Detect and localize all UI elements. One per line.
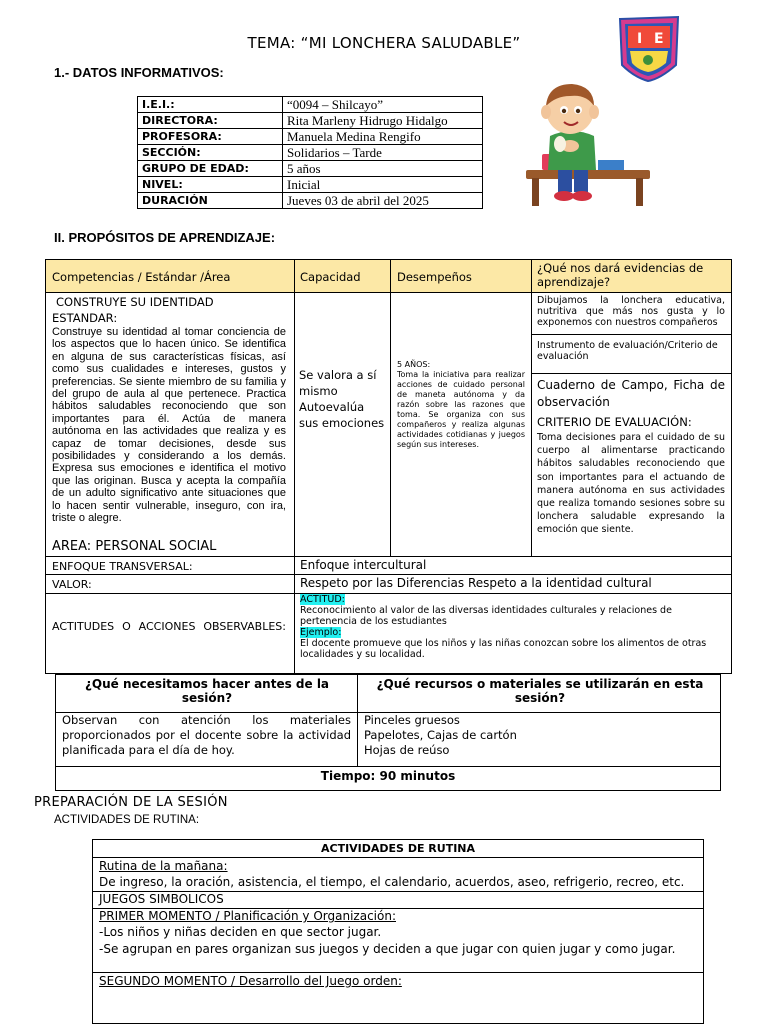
child-lunch-illustration bbox=[522, 78, 654, 210]
datos-value: Rita Marleny Hidrugo Hidalgo bbox=[283, 113, 483, 129]
desempeno-age: 5 AÑOS: bbox=[397, 360, 431, 369]
prep-question-before: ¿Qué necesitamos hacer antes de la sesión? bbox=[84, 677, 330, 705]
section-propositos-heading: II. PROPÓSITOS DE APRENDIZAJE: bbox=[54, 230, 276, 245]
actitud-tag: ACTITUD: bbox=[300, 594, 345, 605]
competency-table bbox=[45, 259, 732, 674]
preparation-table bbox=[55, 674, 721, 791]
valor-text: Respeto por las Diferencias Respeto a la identidad cultural bbox=[300, 576, 652, 590]
area-label: AREA: PERSONAL SOCIAL bbox=[52, 539, 217, 554]
instrumento-text: Cuaderno de Campo, Ficha de observación bbox=[537, 378, 725, 409]
datos-key: NIVEL: bbox=[138, 177, 283, 193]
primer-momento-line: -Los niños y niñas deciden en que sector jugar. bbox=[99, 925, 382, 939]
table-row bbox=[138, 177, 483, 193]
rutina-table bbox=[92, 839, 704, 1024]
datos-value: “0094 – Shilcayo” bbox=[283, 97, 483, 113]
col-header-competencias: Competencias / Estándar /Área bbox=[52, 270, 231, 284]
estandar-text: Construye su identidad al tomar conciencia de los aspectos que lo hacen único. Se identifica en alguna de sus características físicas, así como sus cualidades e intereses, gustos y preferencias. Se siente miembro de su familia y del grupo de aula al que pertenece. Practica hábitos saludables reconociendo que son importantes para él. Actúa de manera autónoma en las actividades que realiza y es capaz de tomar decisiones, desde sus posibilidades y considerando a los demás. Expresa sus emociones e identifica el motivo que las originan. Busca y acepta la compañía de un adulto significativo ante situaciones que lo hacen sentir vulnerable, inseguro, con ira, triste o alegre. bbox=[52, 326, 286, 525]
actitud-text: Reconocimiento al valor de las diversas identidades culturales y relaciones de pertenencia de los estudiantes bbox=[300, 605, 672, 627]
capacidad-text: Se valora a sí mismo Autoevalúa sus emociones bbox=[299, 368, 385, 430]
ejemplo-text: El docente promueve que los niños y las niñas conozcan sobre los alimentos de otras localidades y su localidad. bbox=[300, 638, 707, 660]
datos-key: PROFESORA: bbox=[138, 129, 283, 145]
table-row bbox=[138, 161, 483, 177]
col-header-desempenos: Desempeños bbox=[397, 270, 472, 284]
resource-item: Pinceles gruesos bbox=[364, 713, 460, 727]
table-row bbox=[138, 145, 483, 161]
table-row bbox=[138, 113, 483, 129]
datos-key: I.E.I.: bbox=[138, 97, 283, 113]
resource-item: Hojas de reúso bbox=[364, 743, 450, 757]
datos-value: Jueves 03 de abril del 2025 bbox=[283, 193, 483, 209]
enfoque-label: ENFOQUE TRANSVERSAL: bbox=[52, 560, 193, 573]
rutina-subheading: ACTIVIDADES DE RUTINA: bbox=[54, 814, 200, 826]
datos-table bbox=[137, 96, 483, 209]
table-row bbox=[138, 193, 483, 209]
datos-value: Solidarios – Tarde bbox=[283, 145, 483, 161]
rutina-table-header: ACTIVIDADES DE RUTINA bbox=[320, 842, 476, 855]
estandar-label: ESTANDAR: bbox=[52, 311, 118, 325]
page-title: TEMA: “MI LONCHERA SALUDABLE” bbox=[247, 34, 521, 52]
datos-key: DURACIÓN bbox=[138, 193, 283, 209]
competencia-name: CONSTRUYE SU IDENTIDAD bbox=[56, 295, 214, 309]
valor-label: VALOR: bbox=[52, 578, 92, 591]
juegos-simbolicos-label: JUEGOS SIMBOLICOS bbox=[99, 892, 224, 906]
prep-answer-before: Observan con atención los materiales proporcionados por el docente sobre la actividad planificada para el día de hoy. bbox=[62, 713, 351, 757]
session-prep-heading: PREPARACIÓN DE LA SESIÓN bbox=[34, 795, 228, 810]
datos-key: GRUPO DE EDAD: bbox=[138, 161, 283, 177]
primer-momento-line: -Se agrupan en pares organizan sus juegos y deciden a que jugar con quien jugar y como jugar. bbox=[99, 942, 676, 956]
col-header-evidencias: ¿Qué nos dará evidencias de aprendizaje? bbox=[537, 261, 704, 289]
session-duration: Tiempo: 90 minutos bbox=[320, 769, 456, 783]
enfoque-text: Enfoque intercultural bbox=[300, 558, 427, 572]
datos-value: 5 años bbox=[283, 161, 483, 177]
datos-value: Inicial bbox=[283, 177, 483, 193]
primer-momento-title: PRIMER MOMENTO / Planificación y Organización: bbox=[99, 909, 396, 923]
ejemplo-tag: Ejemplo: bbox=[300, 627, 342, 638]
table-row bbox=[138, 97, 483, 113]
criterio-label: CRITERIO DE EVALUACIÓN: bbox=[537, 415, 692, 429]
table-row bbox=[138, 129, 483, 145]
resource-item: Papelotes, Cajas de cartón bbox=[364, 728, 517, 742]
svg-text:I: I bbox=[637, 31, 643, 47]
section-datos-heading: 1.- DATOS INFORMATIVOS: bbox=[54, 65, 224, 80]
rutina-manana-text: De ingreso, la oración, asistencia, el tiempo, el calendario, acuerdos, aseo, refrigerio, recreo, etc. bbox=[99, 875, 685, 889]
criterio-text: Toma decisiones para el cuidado de su cuerpo al alimentarse practicando hábitos saludables reconociendo que son importantes para el actuando de manera autónoma en sus actividades que realiza tomando sesiones sobre su lonchera saludable expresando la emoción que siente. bbox=[537, 432, 725, 536]
actitudes-label: ACTITUDES O ACCIONES OBSERVABLES: bbox=[52, 620, 286, 633]
datos-key: SECCIÓN: bbox=[138, 145, 283, 161]
school-logo-icon bbox=[616, 15, 682, 83]
rutina-manana-title: Rutina de la mañana: bbox=[99, 859, 228, 873]
svg-text:E: E bbox=[654, 31, 664, 47]
prep-question-resources: ¿Qué recursos o materiales se utilizarán en esta sesión? bbox=[376, 677, 704, 705]
evidencia-text: Dibujamos la lonchera educativa, nutritiva que más nos gusta y lo exponemos con nuestros compañeros bbox=[537, 295, 725, 328]
datos-key: DIRECTORA: bbox=[138, 113, 283, 129]
segundo-momento-title: SEGUNDO MOMENTO / Desarrollo del Juego orden: bbox=[99, 974, 402, 988]
desempeno-text: Toma la iniciativa para realizar acciones de cuidado personal de maneta autónoma y da razón sobre las razones que toma. Se organiza con sus compañeros y realiza algunas actividades cotidianas y juegos según sus intereses. bbox=[397, 370, 525, 449]
instrumento-label: Instrumento de evaluación/Criterio de evaluación bbox=[537, 340, 718, 362]
datos-value: Manuela Medina Rengifo bbox=[283, 129, 483, 145]
col-header-capacidad: Capacidad bbox=[300, 270, 361, 284]
